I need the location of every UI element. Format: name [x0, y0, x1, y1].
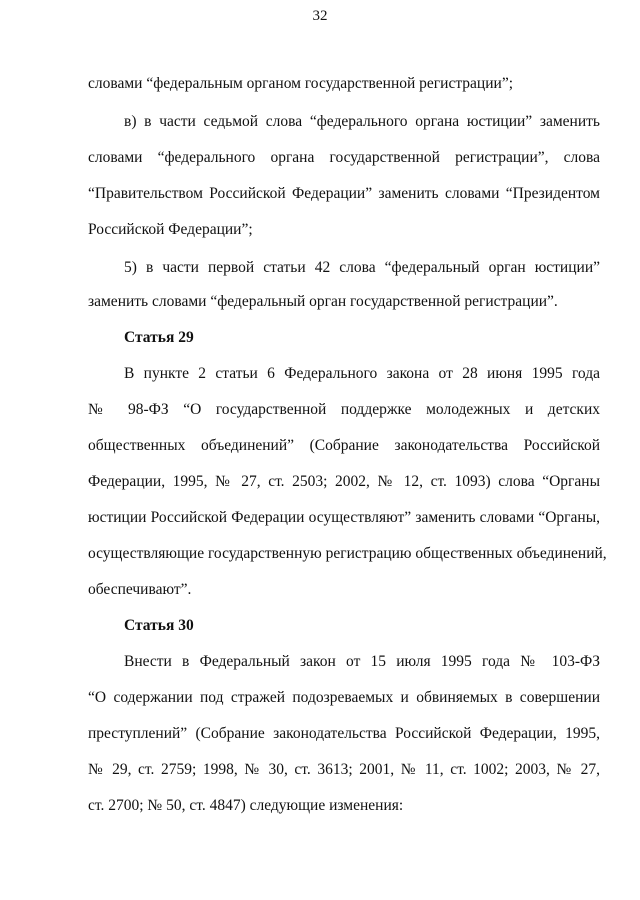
text-line: обеспечивают”.	[88, 581, 192, 598]
text-line: Внести в Федеральный закон от 15 июля 1995 года № 103-ФЗ	[124, 653, 600, 670]
article-heading: Статья 30	[124, 617, 194, 634]
text-line: Федерации, 1995, № 27, ст. 2503; 2002, № 12, ст. 1093) слова “Органы	[88, 473, 600, 490]
text-line: словами “федеральным органом государственной регистрации”;	[88, 75, 514, 92]
text-line: “Правительством Российской Федерации” заменить словами “Президентом	[88, 185, 600, 202]
article-heading: Статья 29	[124, 329, 194, 346]
page-number: 32	[312, 8, 328, 24]
text-line: Российской Федерации”;	[88, 221, 253, 238]
text-line: преступлений” (Собрание законодательства Российской Федерации, 1995,	[88, 725, 600, 742]
text-line: В пункте 2 статьи 6 Федерального закона от 28 июня 1995 года	[124, 365, 600, 382]
text-line: общественных объединений” (Собрание законодательства Российской	[88, 437, 600, 454]
text-line: в) в части седьмой слова “федерального органа юстиции” заменить	[124, 113, 600, 130]
text-line: словами “федерального органа государственной регистрации”, слова	[88, 149, 600, 166]
text-line: юстиции Российской Федерации осуществляют” заменить словами “Органы,	[88, 509, 600, 526]
text-line: заменить словами “федеральный орган государственной регистрации”.	[88, 293, 558, 310]
text-line: “О содержании под стражей подозреваемых и обвиняемых в совершении	[88, 689, 600, 706]
text-line: осуществляющие государственную регистрацию общественных объединений,	[88, 545, 607, 562]
text-line: ст. 2700; № 50, ст. 4847) следующие изменения:	[88, 797, 404, 814]
text-line: 5) в части первой статьи 42 слова “федеральный орган юстиции”	[124, 259, 600, 276]
text-line: № 29, ст. 2759; 1998, № 30, ст. 3613; 2001, № 11, ст. 1002; 2003, № 27,	[88, 761, 600, 778]
text-line: № 98-ФЗ “О государственной поддержке молодежных и детских	[88, 401, 600, 418]
